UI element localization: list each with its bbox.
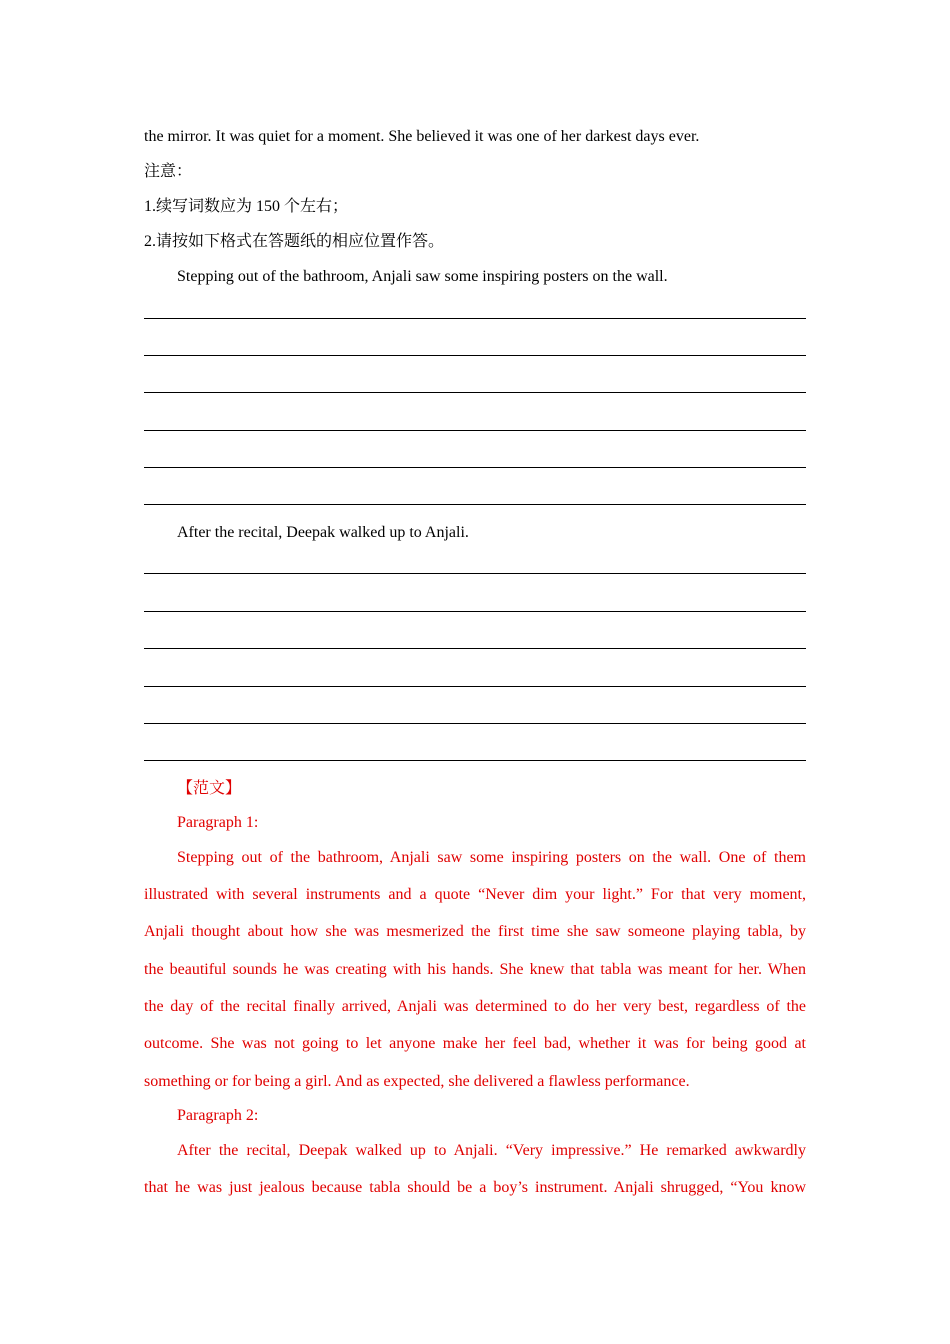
- notes-item-2: 2.请按如下格式在答题纸的相应位置作答。: [144, 233, 445, 250]
- answer-line[interactable]: [144, 686, 806, 687]
- notes-item-1: 1.续写词数应为 150 个左右；: [144, 198, 349, 215]
- paragraph-2-prompt: After the recital, Deepak walked up to Anjali.: [177, 524, 469, 541]
- intro-text-tail: the mirror. It was quiet for a moment. She believed it was one of her darkest days ever.: [144, 128, 700, 145]
- answer-line[interactable]: [144, 318, 806, 319]
- answer-line[interactable]: [144, 355, 806, 356]
- sample-essay-header: 【范文】: [177, 780, 242, 797]
- paragraph-1-prompt: Stepping out of the bathroom, Anjali saw some inspiring posters on the wall.: [177, 268, 668, 285]
- sample-paragraph-1-line: the beautiful sounds he was creating with his hands. She knew that tabla was meant for her. When: [144, 961, 806, 978]
- sample-paragraph-2-line: After the recital, Deepak walked up to Anjali. “Very impressive.” He remarked awkwardly: [177, 1142, 806, 1159]
- answer-line[interactable]: [144, 392, 806, 393]
- sample-paragraph-1-line: the day of the recital finally arrived, Anjali was determined to do her very best, regardless of the: [144, 998, 806, 1015]
- notes-title: 注意：: [144, 163, 193, 180]
- sample-paragraph-2-line: that he was just jealous because tabla should be a boy’s instrument. Anjali shrugged, “You know: [144, 1179, 806, 1196]
- sample-paragraph-2-label: Paragraph 2:: [177, 1107, 259, 1124]
- sample-paragraph-1-line: illustrated with several instruments and a quote “Never dim your light.” For that very moment,: [144, 886, 806, 903]
- answer-line[interactable]: [144, 611, 806, 612]
- sample-paragraph-1-line: outcome. She was not going to let anyone make her feel bad, whether it was for being good at: [144, 1035, 806, 1052]
- sample-paragraph-1-line: Stepping out of the bathroom, Anjali saw some inspiring posters on the wall. One of them: [177, 849, 806, 866]
- sample-paragraph-1-line: Anjali thought about how she was mesmerized the first time she saw someone playing tabla, by: [144, 923, 806, 940]
- answer-line[interactable]: [144, 573, 806, 574]
- answer-line[interactable]: [144, 504, 806, 505]
- sample-paragraph-1-label: Paragraph 1:: [177, 814, 259, 831]
- answer-line[interactable]: [144, 723, 806, 724]
- answer-line[interactable]: [144, 430, 806, 431]
- answer-line[interactable]: [144, 760, 806, 761]
- answer-line[interactable]: [144, 467, 806, 468]
- answer-line[interactable]: [144, 648, 806, 649]
- sample-paragraph-1-line: something or for being a girl. And as expected, she delivered a flawless performance.: [144, 1073, 690, 1090]
